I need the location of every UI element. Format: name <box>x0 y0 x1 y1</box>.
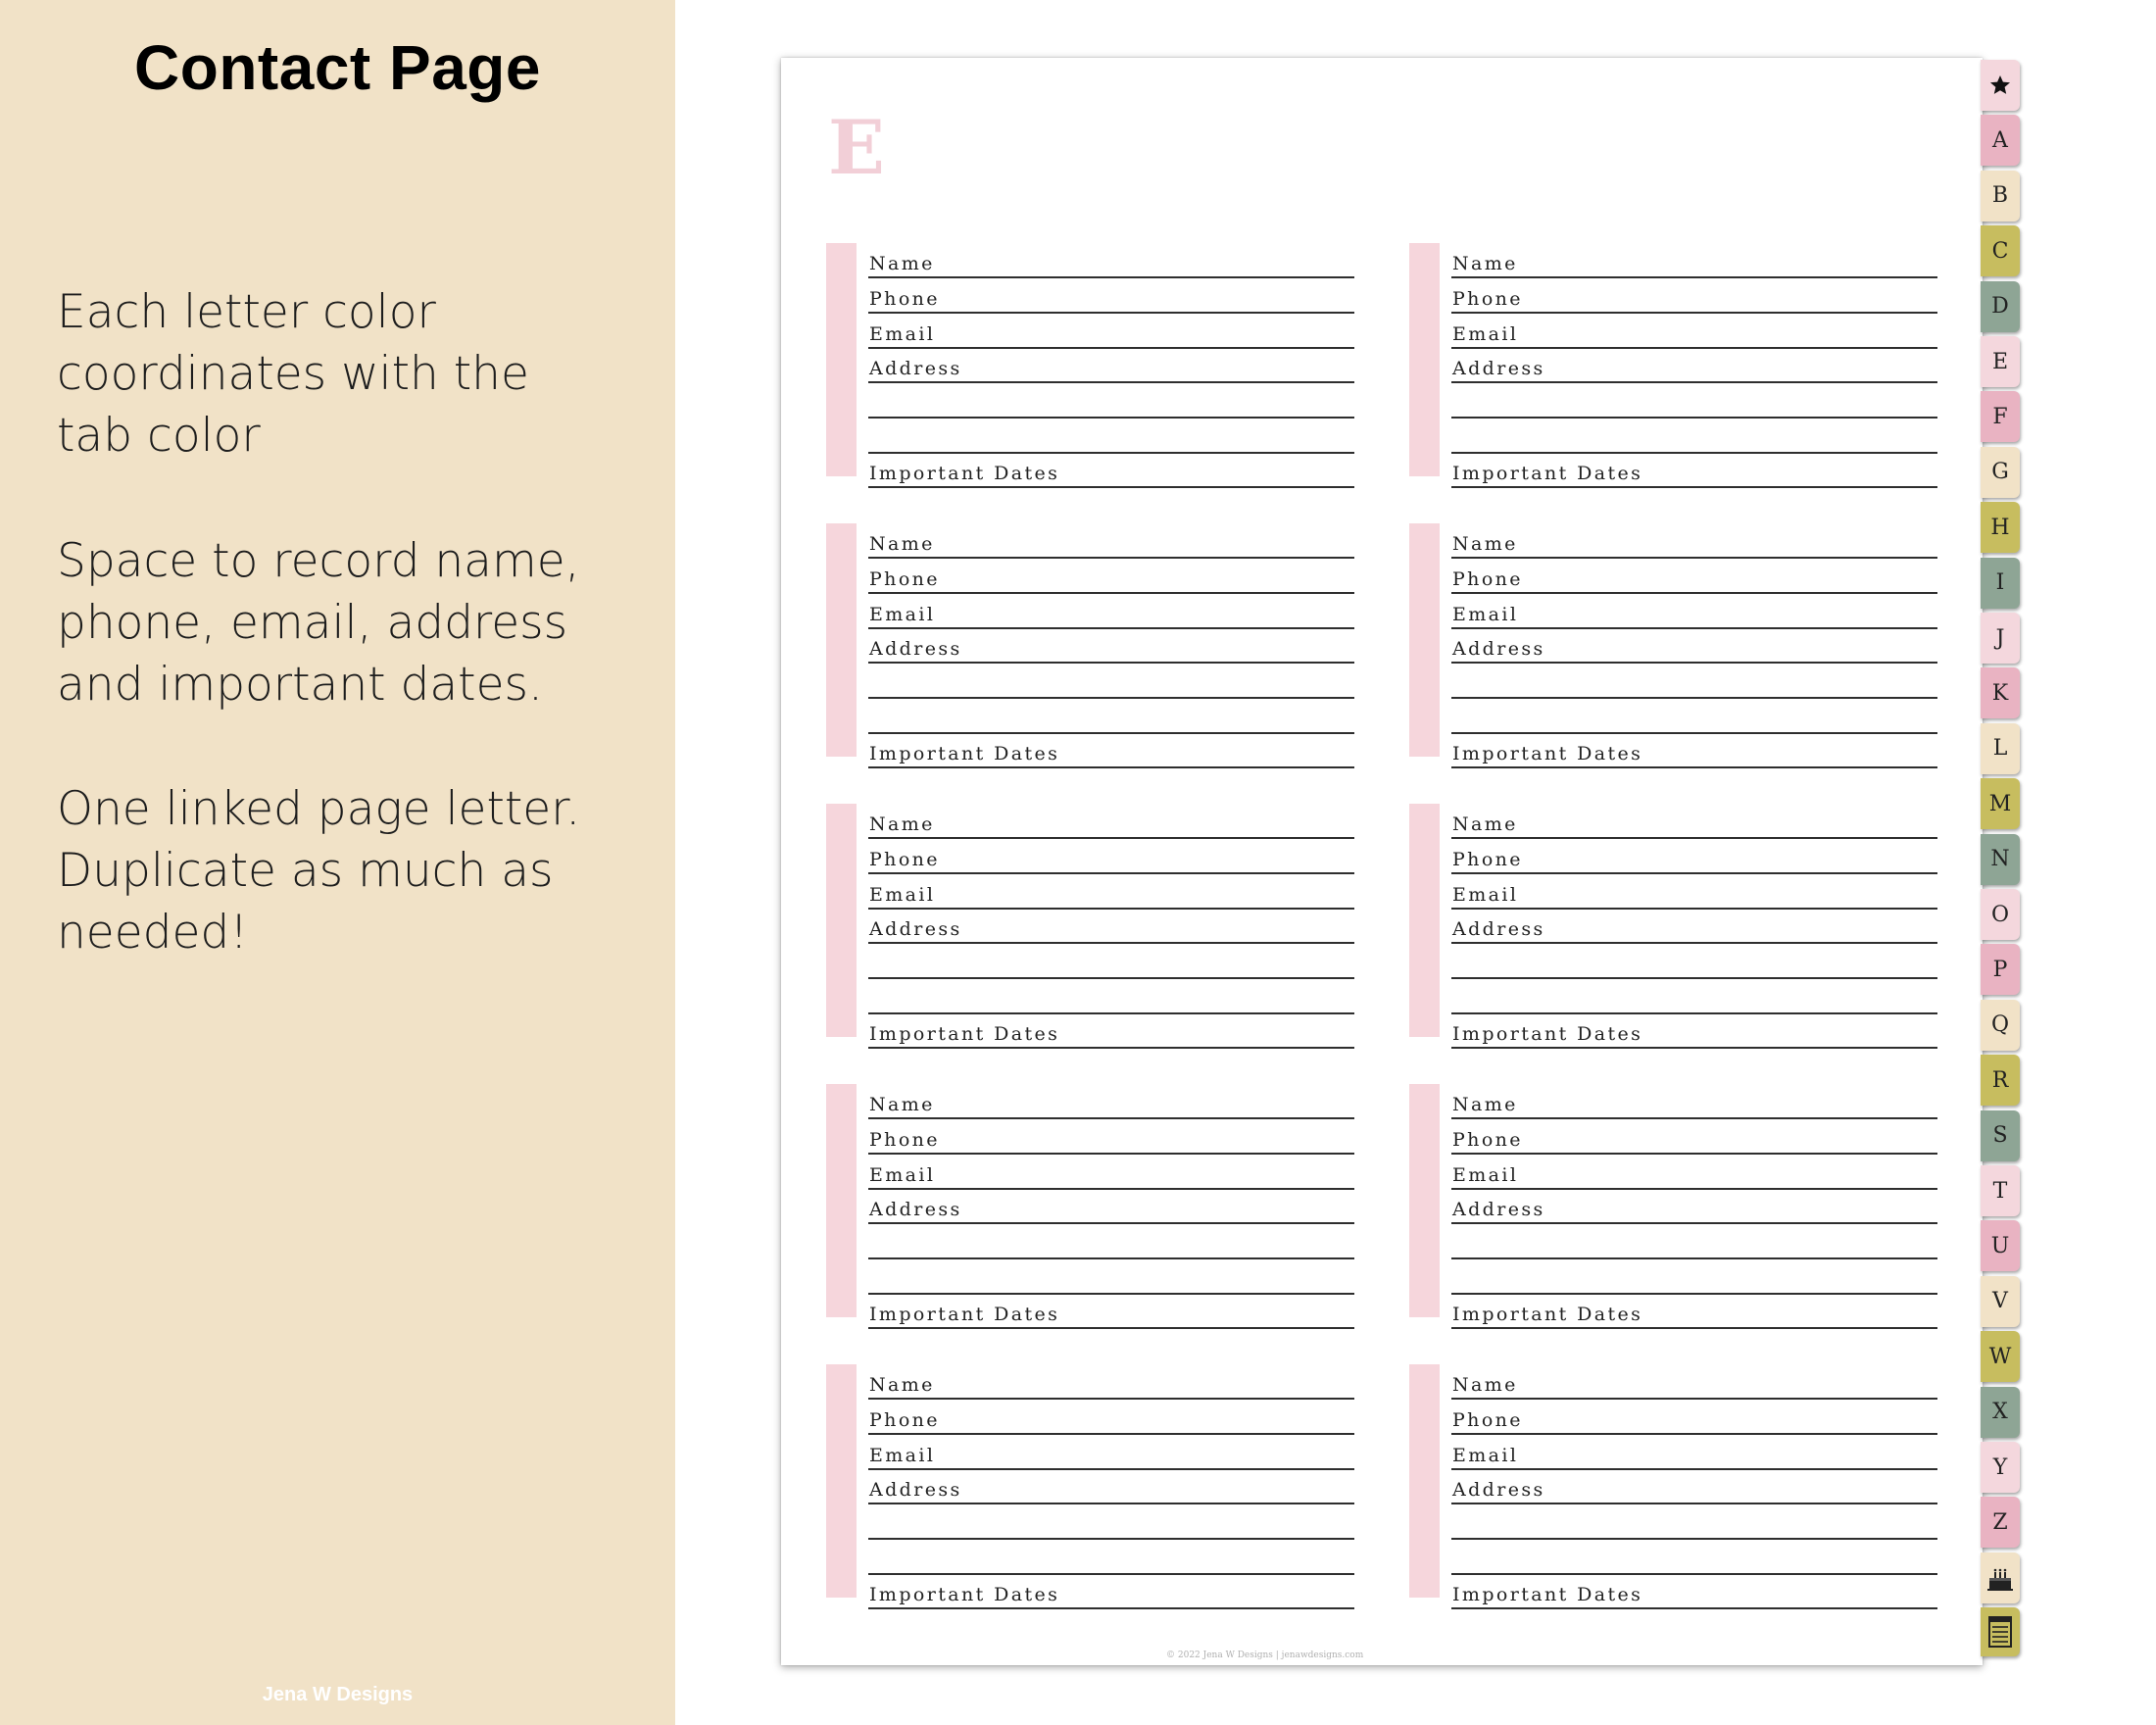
address-field[interactable] <box>868 348 1354 383</box>
tab-f[interactable] <box>1981 391 2020 442</box>
tab-q[interactable] <box>1981 1000 2020 1051</box>
dates-field[interactable] <box>1451 1294 1937 1329</box>
description-color: Each letter color coordinates with the tab color <box>57 285 529 463</box>
dates-field[interactable] <box>868 1574 1354 1609</box>
tab-label: I <box>1995 570 2005 596</box>
address-field[interactable] <box>1451 348 1937 383</box>
tab-a[interactable] <box>1981 115 2020 166</box>
address-label: Address <box>1452 638 1545 660</box>
address-continuation-field[interactable] <box>868 664 1354 699</box>
address-field[interactable] <box>868 628 1354 664</box>
dates-label: Important Dates <box>1452 1584 1643 1605</box>
address-continuation-field[interactable] <box>868 1540 1354 1575</box>
card-accent-bar <box>826 243 857 476</box>
address-continuation-field[interactable] <box>1451 1504 1937 1540</box>
dates-field[interactable] <box>1451 1013 1937 1049</box>
tab-label: A <box>1992 127 2008 153</box>
email-label: Email <box>869 604 936 625</box>
name-label: Name <box>1452 533 1518 555</box>
email-field[interactable] <box>1451 314 1937 349</box>
name-field[interactable] <box>1451 804 1937 839</box>
phone-field[interactable] <box>868 559 1354 594</box>
phone-field[interactable] <box>868 839 1354 874</box>
email-label: Email <box>1452 323 1519 345</box>
dates-label: Important Dates <box>1452 463 1643 484</box>
dates-field[interactable] <box>1451 1574 1937 1609</box>
dates-field[interactable] <box>868 1294 1354 1329</box>
card-accent-bar <box>1409 804 1440 1037</box>
card-accent-bar <box>826 1364 857 1598</box>
address-field[interactable] <box>1451 1189 1937 1224</box>
contact-card <box>1409 1364 1938 1605</box>
card-accent-bar <box>1409 523 1440 757</box>
address-continuation-field[interactable] <box>868 419 1354 454</box>
address-label: Address <box>1452 918 1545 940</box>
email-label: Email <box>1452 1445 1519 1466</box>
contact-card <box>826 804 1355 1045</box>
phone-field[interactable] <box>1451 1119 1937 1155</box>
tab-y[interactable] <box>1981 1442 2020 1493</box>
dates-field[interactable] <box>868 733 1354 768</box>
address-continuation-field[interactable] <box>868 1259 1354 1295</box>
address-continuation-field[interactable] <box>1451 699 1937 734</box>
tab-label: S <box>1992 1123 2008 1149</box>
name-label: Name <box>869 1094 935 1115</box>
address-continuation-field[interactable] <box>1451 1540 1937 1575</box>
tab-label: U <box>1990 1233 2010 1258</box>
phone-field[interactable] <box>1451 278 1937 314</box>
tab-label: J <box>1995 625 2005 651</box>
tab-k[interactable] <box>1981 667 2020 718</box>
tab-d[interactable] <box>1981 281 2020 332</box>
tab-label: L <box>1992 736 2008 762</box>
card-accent-bar <box>1409 243 1440 476</box>
email-field[interactable] <box>1451 594 1937 629</box>
contact-card <box>1409 804 1938 1045</box>
tab-r[interactable] <box>1981 1055 2020 1106</box>
tab-l[interactable] <box>1981 723 2020 774</box>
tab-p[interactable] <box>1981 944 2020 995</box>
page-letter: E <box>828 104 885 191</box>
name-label: Name <box>869 253 935 274</box>
star-icon <box>1988 74 2012 97</box>
tab-label: N <box>1990 847 2010 872</box>
tab-b[interactable] <box>1981 171 2020 222</box>
name-label: Name <box>1452 1374 1518 1396</box>
phone-label: Phone <box>1452 288 1523 310</box>
name-field[interactable] <box>1451 1084 1937 1119</box>
name-label: Name <box>869 1374 935 1396</box>
tab-t[interactable] <box>1981 1165 2020 1216</box>
email-field[interactable] <box>868 314 1354 349</box>
tab-label: C <box>1991 238 2009 264</box>
tab-label: Z <box>1992 1509 2008 1535</box>
tab-label: O <box>1990 902 2010 927</box>
tab-e[interactable] <box>1981 336 2020 387</box>
card-accent-bar <box>1409 1084 1440 1317</box>
contact-card <box>1409 1084 1938 1325</box>
address-field[interactable] <box>868 1189 1354 1224</box>
phone-field[interactable] <box>1451 839 1937 874</box>
tab-label: G <box>1991 460 2009 485</box>
email-label: Email <box>1452 884 1519 906</box>
tab-label: W <box>1988 1344 2012 1369</box>
name-field[interactable] <box>1451 243 1937 278</box>
tab-j[interactable] <box>1981 613 2020 664</box>
address-continuation-field[interactable] <box>868 944 1354 979</box>
tab-s[interactable] <box>1981 1110 2020 1161</box>
address-field[interactable] <box>868 909 1354 944</box>
contact-card <box>1409 243 1938 484</box>
tab-label: P <box>1992 957 2008 982</box>
dates-field[interactable] <box>1451 733 1937 768</box>
address-label: Address <box>869 1199 962 1220</box>
name-field[interactable] <box>1451 1364 1937 1400</box>
tab-label: K <box>1991 680 2009 706</box>
address-continuation-field[interactable] <box>868 979 1354 1014</box>
left-info-panel <box>0 0 675 1725</box>
tab-label: R <box>1991 1067 2009 1093</box>
address-label: Address <box>869 358 962 379</box>
tab-m[interactable] <box>1981 778 2020 829</box>
tab-h[interactable] <box>1981 502 2020 553</box>
card-accent-bar <box>826 523 857 757</box>
brand-footer: Jena W Designs <box>262 1684 414 1705</box>
email-field[interactable] <box>1451 874 1937 910</box>
tab-c[interactable] <box>1981 225 2020 276</box>
tab-notepad[interactable] <box>1981 1607 2020 1656</box>
card-accent-bar <box>826 1084 857 1317</box>
address-continuation-field[interactable] <box>1451 664 1937 699</box>
address-continuation-field[interactable] <box>1451 1259 1937 1295</box>
tab-v[interactable] <box>1981 1276 2020 1327</box>
dates-field[interactable] <box>868 1013 1354 1049</box>
phone-label: Phone <box>869 568 940 590</box>
tab-label: T <box>1992 1178 2008 1204</box>
name-label: Name <box>869 813 935 835</box>
tab-label: F <box>1992 404 2008 429</box>
description-fields: Space to record name, phone, email, address and important dates. <box>57 534 580 712</box>
address-continuation-field[interactable] <box>868 1504 1354 1540</box>
email-field[interactable] <box>1451 1155 1937 1190</box>
name-label: Name <box>869 533 935 555</box>
phone-label: Phone <box>869 849 940 870</box>
dates-field[interactable] <box>868 453 1354 488</box>
panel-title: Contact Page <box>134 32 541 103</box>
tab-z[interactable] <box>1981 1497 2020 1548</box>
copyright-text: © 2022 Jena W Designs | jenawdesigns.com <box>1166 1651 1364 1660</box>
tab-label: Q <box>1990 1012 2010 1038</box>
dates-label: Important Dates <box>1452 1304 1643 1325</box>
email-label: Email <box>869 1445 936 1466</box>
name-label: Name <box>1452 253 1518 274</box>
tab-label: X <box>1992 1400 2008 1425</box>
address-label: Address <box>1452 358 1545 379</box>
phone-field[interactable] <box>1451 559 1937 594</box>
contact-card <box>826 1364 1355 1605</box>
email-label: Email <box>1452 604 1519 625</box>
card-accent-bar <box>1409 1364 1440 1598</box>
contact-card <box>826 1084 1355 1325</box>
name-field[interactable] <box>868 804 1354 839</box>
dates-label: Important Dates <box>869 1304 1060 1325</box>
address-continuation-field[interactable] <box>868 1224 1354 1259</box>
address-field[interactable] <box>1451 1469 1937 1504</box>
name-label: Name <box>1452 813 1518 835</box>
phone-field[interactable] <box>868 1119 1354 1155</box>
tab-label: E <box>1991 349 2009 374</box>
phone-field[interactable] <box>1451 1400 1937 1435</box>
address-label: Address <box>1452 1479 1545 1501</box>
tab-label: V <box>1992 1289 2008 1314</box>
tab-g[interactable] <box>1981 447 2020 498</box>
tab-birthday-cake[interactable] <box>1981 1552 2020 1603</box>
address-continuation-field[interactable] <box>868 699 1354 734</box>
tab-x[interactable] <box>1981 1387 2020 1438</box>
phone-label: Phone <box>1452 849 1523 870</box>
email-label: Email <box>869 1164 936 1186</box>
phone-label: Phone <box>1452 568 1523 590</box>
dates-field[interactable] <box>1451 453 1937 488</box>
address-continuation-field[interactable] <box>1451 979 1937 1014</box>
phone-label: Phone <box>1452 1409 1523 1431</box>
tab-label: M <box>1988 791 2012 816</box>
card-accent-bar <box>826 804 857 1037</box>
tab-n[interactable] <box>1981 834 2020 885</box>
contact-card <box>1409 523 1938 764</box>
phone-label: Phone <box>1452 1129 1523 1151</box>
dates-label: Important Dates <box>869 743 1060 764</box>
tab-label: D <box>1991 294 2009 320</box>
address-field[interactable] <box>868 1469 1354 1504</box>
tab-label: H <box>1990 515 2010 540</box>
name-field[interactable] <box>868 523 1354 559</box>
phone-label: Phone <box>869 288 940 310</box>
address-label: Address <box>1452 1199 1545 1220</box>
birthday-cake-icon <box>1986 1564 2014 1592</box>
email-label: Email <box>869 884 936 906</box>
email-field[interactable] <box>868 1435 1354 1470</box>
notepad-icon <box>1987 1615 2013 1649</box>
phone-label: Phone <box>869 1409 940 1431</box>
email-field[interactable] <box>1451 1435 1937 1470</box>
name-label: Name <box>1452 1094 1518 1115</box>
dates-label: Important Dates <box>1452 743 1643 764</box>
address-continuation-field[interactable] <box>868 383 1354 419</box>
email-field[interactable] <box>868 594 1354 629</box>
phone-field[interactable] <box>868 1400 1354 1435</box>
contact-card <box>826 523 1355 764</box>
email-label: Email <box>869 323 936 345</box>
contact-card <box>826 243 1355 484</box>
address-field[interactable] <box>1451 909 1937 944</box>
tab-i[interactable] <box>1981 558 2020 609</box>
tab-u[interactable] <box>1981 1220 2020 1271</box>
email-label: Email <box>1452 1164 1519 1186</box>
address-continuation-field[interactable] <box>1451 419 1937 454</box>
phone-label: Phone <box>869 1129 940 1151</box>
name-field[interactable] <box>868 1084 1354 1119</box>
name-field[interactable] <box>868 1364 1354 1400</box>
name-field[interactable] <box>1451 523 1937 559</box>
dates-label: Important Dates <box>1452 1023 1643 1045</box>
address-continuation-field[interactable] <box>1451 944 1937 979</box>
tab-w[interactable] <box>1981 1331 2020 1382</box>
name-field[interactable] <box>868 243 1354 278</box>
dates-label: Important Dates <box>869 463 1060 484</box>
address-label: Address <box>869 918 962 940</box>
tab-star[interactable] <box>1981 60 2020 111</box>
phone-field[interactable] <box>868 278 1354 314</box>
dates-label: Important Dates <box>869 1584 1060 1605</box>
address-field[interactable] <box>1451 628 1937 664</box>
address-label: Address <box>869 1479 962 1501</box>
email-field[interactable] <box>868 1155 1354 1190</box>
dates-label: Important Dates <box>869 1023 1060 1045</box>
description-duplicate: One linked page letter. Duplicate as much as needed! <box>57 782 581 960</box>
email-field[interactable] <box>868 874 1354 910</box>
address-continuation-field[interactable] <box>1451 383 1937 419</box>
tab-o[interactable] <box>1981 889 2020 940</box>
address-continuation-field[interactable] <box>1451 1224 1937 1259</box>
address-label: Address <box>869 638 962 660</box>
tab-label: Y <box>1992 1454 2008 1480</box>
tab-label: B <box>1991 183 2009 209</box>
